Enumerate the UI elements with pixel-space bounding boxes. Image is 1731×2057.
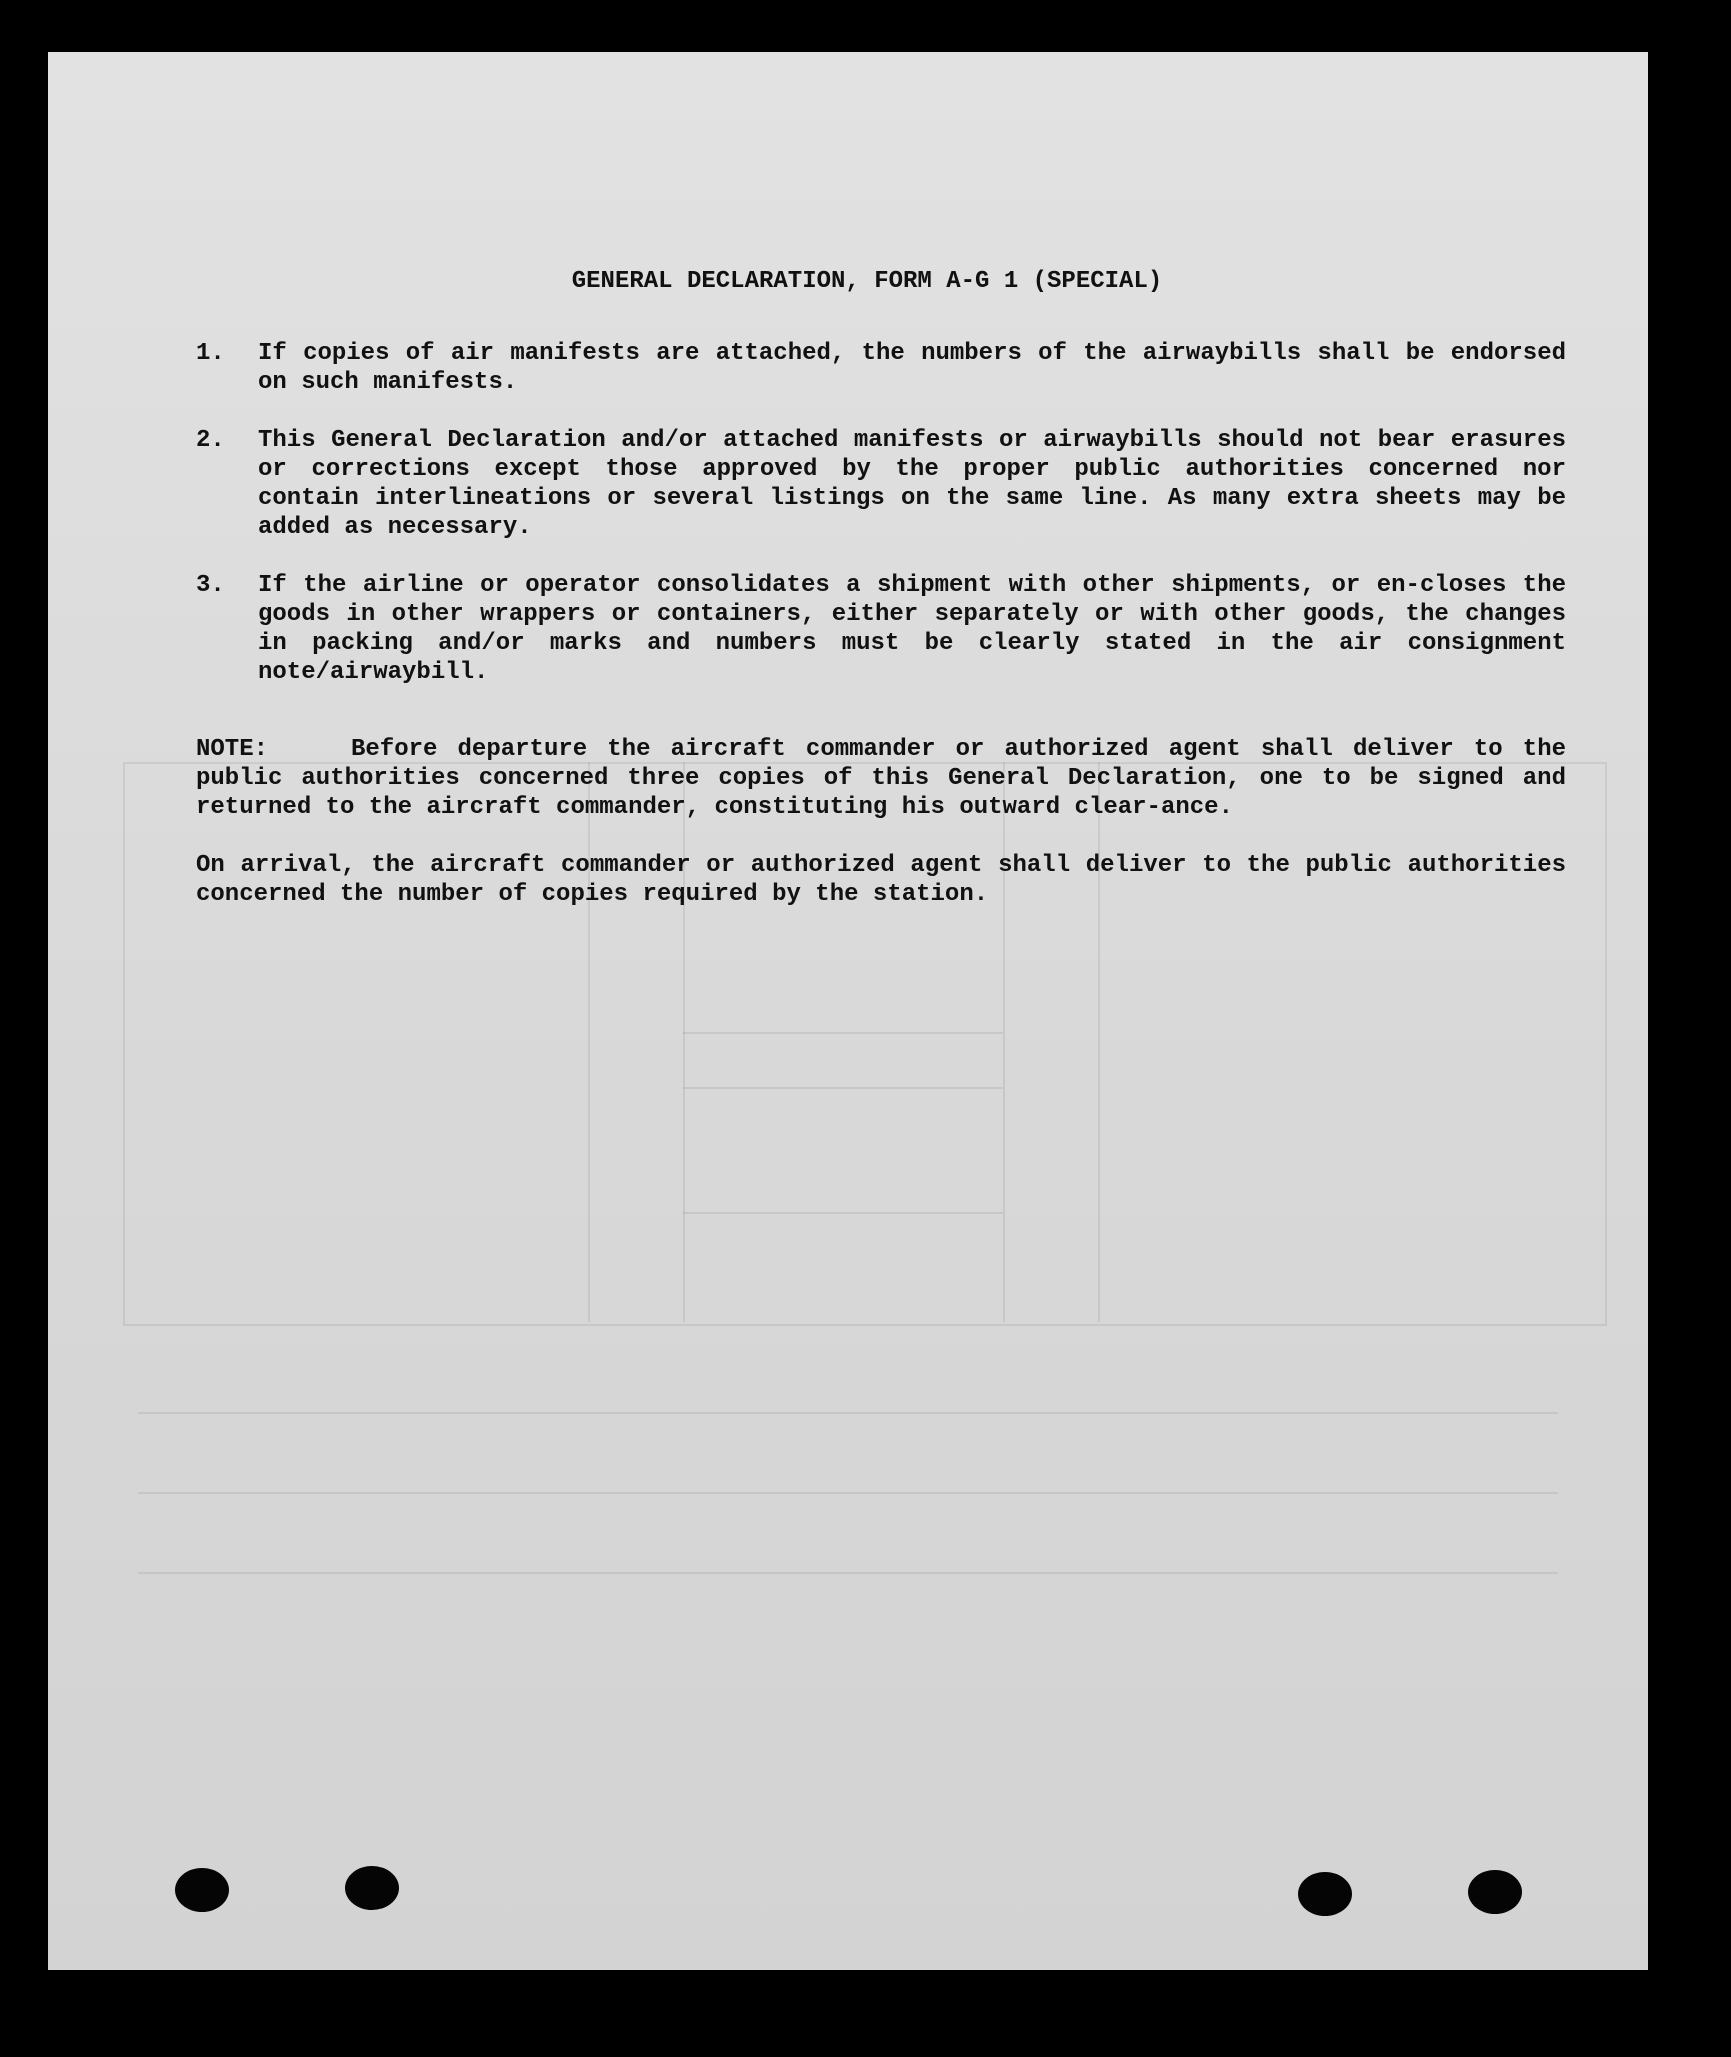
item-number: 1. [196, 340, 225, 367]
document-title: GENERAL DECLARATION, FORM A-G 1 (SPECIAL) [571, 268, 1163, 295]
punch-hole [175, 1868, 229, 1912]
note-text: Before departure the aircraft commander or authorized agent shall deliver to the public authorities concerned three copies of this General Declaration, one to be signed and returned to the aircraft commander, constituting his outward clear-ance. [196, 736, 1566, 821]
bleed-through-rule [683, 1087, 1003, 1089]
note-label: NOTE: [196, 736, 269, 763]
bleed-through-rule [138, 1412, 1558, 1414]
arrival-paragraph: On arrival, the aircraft commander or authorized agent shall deliver to the public authorities concerned the number of copies required by the station. [196, 852, 1566, 908]
declaration-instructions [196, 267, 1566, 909]
bleed-through-text [338, 92, 998, 126]
instruction-item [196, 571, 1566, 687]
item-text: This General Declaration and/or attached manifests or airwaybills should not bear erasures or corrections except those approved by the proper public authorities concerned nor contain interlineations or several listings on the same line. As many extra sheets may be added as necessary. [258, 427, 1566, 541]
punch-hole [1468, 1870, 1522, 1914]
item-number: 2. [196, 427, 225, 454]
bleed-through-rule [138, 1492, 1558, 1494]
bleed-through-rule [138, 1572, 1558, 1574]
item-text: If the airline or operator consolidates a shipment with other shipments, or en-closes the goods in other wrappers or containers, either separately or with other goods, the changes in packing and/or marks and numbers must be clearly stated in the air consignment note/airwaybill. [258, 572, 1566, 686]
item-number: 3. [196, 572, 225, 599]
punch-hole [1298, 1872, 1352, 1916]
note-paragraph [196, 735, 1566, 822]
document-page [48, 52, 1648, 1970]
punch-hole [345, 1866, 399, 1910]
item-text: If copies of air manifests are attached, the numbers of the airwaybills shall be endorsed on such manifests. [258, 340, 1566, 396]
bleed-through-rule [683, 1032, 1003, 1034]
bleed-through-rule [683, 1212, 1003, 1214]
instruction-item [196, 339, 1566, 397]
instruction-item [196, 426, 1566, 542]
